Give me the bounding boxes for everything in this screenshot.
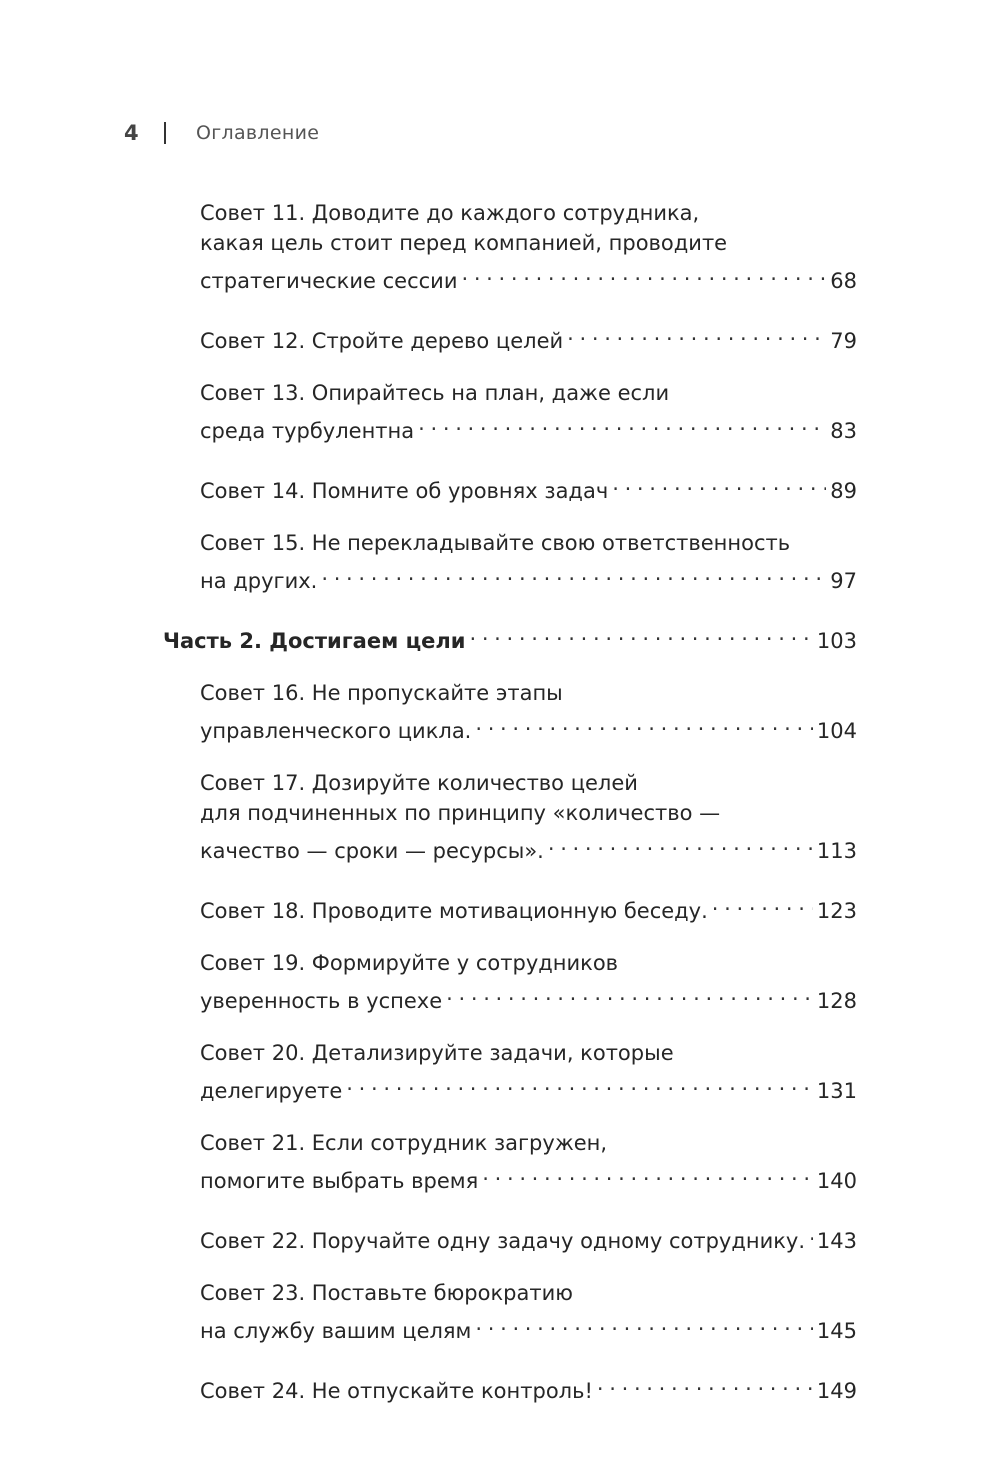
toc-entry[interactable] <box>200 198 857 296</box>
dot-leader <box>321 558 826 588</box>
toc-entry[interactable] <box>200 678 857 746</box>
toc-entry-last-line <box>200 1308 857 1346</box>
dot-leader <box>418 408 826 438</box>
toc-page-number: 140 <box>816 1169 857 1193</box>
toc-page-number: 97 <box>830 569 857 593</box>
toc-entry-title-line: какая цель стоит перед компанией, проводите <box>200 231 728 255</box>
toc-page-number: 104 <box>816 719 857 743</box>
toc-entry[interactable] <box>200 1278 857 1346</box>
toc-entry-last-line <box>200 1218 857 1256</box>
toc-entry-title-line: Совет 23. Поставьте бюрократию <box>200 1281 573 1305</box>
toc-entry-title-line: Совет 20. Детализируйте задачи, которые <box>200 1041 674 1065</box>
toc-part-entry[interactable] <box>163 618 857 656</box>
toc-page-number: 68 <box>830 269 857 293</box>
toc-entry[interactable] <box>200 378 857 446</box>
toc-page-number: 89 <box>830 479 857 503</box>
dot-leader <box>809 1218 813 1248</box>
toc-page-number: 145 <box>816 1319 857 1343</box>
toc-entry[interactable] <box>200 528 857 596</box>
toc-page-number: 128 <box>816 989 857 1013</box>
dot-leader <box>446 978 813 1008</box>
toc-entry-last-line <box>200 408 857 446</box>
toc-entry-title-line: Совет 11. Доводите до каждого сотрудника, <box>200 201 700 225</box>
toc-entry-last-line <box>200 888 857 926</box>
toc-entry-title-line: на других. <box>200 569 318 593</box>
toc-entry-title-line: качество — сроки — ресурсы». <box>200 839 544 863</box>
toc-entry[interactable] <box>200 1218 857 1256</box>
toc-entry-title-line: Совет 16. Не пропускайте этапы <box>200 681 563 705</box>
toc-entry-last-line <box>200 708 857 746</box>
dot-leader <box>612 468 826 498</box>
dot-leader <box>475 1308 813 1338</box>
toc-entry-last-line <box>200 258 857 296</box>
toc-entry-title-line: для подчиненных по принципу «количество — <box>200 801 721 825</box>
toc-entry-title-line: среда турбулентна <box>200 419 415 443</box>
toc-entry-title-line: Совет 13. Опирайтесь на план, даже если <box>200 381 670 405</box>
toc-entry-last-line <box>200 1158 857 1196</box>
toc-page-number: 149 <box>816 1379 857 1403</box>
toc-entry-title-line: Совет 15. Не перекладывайте свою ответственность <box>200 531 791 555</box>
toc-entry-title-line: Совет 24. Не отпускайте контроль! <box>200 1379 593 1403</box>
toc-entry-title-line: Часть 2. Достигаем цели <box>163 629 466 653</box>
dot-leader <box>461 258 826 288</box>
toc-entry[interactable] <box>200 768 857 866</box>
toc-entry[interactable] <box>200 888 857 926</box>
dot-leader <box>475 708 813 738</box>
toc-entry-title-line: на службу вашим целям <box>200 1319 472 1343</box>
dot-leader <box>482 1158 813 1188</box>
toc-entry[interactable] <box>200 1368 857 1406</box>
toc-entry-title-line: Совет 14. Помните об уровнях задач <box>200 479 609 503</box>
toc-entry-title-line: Совет 12. Стройте дерево целей <box>200 329 564 353</box>
toc-page-number: 131 <box>816 1079 857 1103</box>
toc-entry-last-line <box>200 468 857 506</box>
toc-entry-last-line <box>200 1368 857 1406</box>
toc-entry-title-line: Совет 18. Проводите мотивационную беседу. <box>200 899 708 923</box>
toc-entry-title-line: уверенность в успехе <box>200 989 443 1013</box>
toc-page-number: 143 <box>816 1229 857 1253</box>
toc-entry-title-line: Совет 19. Формируйте у сотрудников <box>200 951 619 975</box>
running-header <box>124 116 319 150</box>
toc-entry-title-line: помогите выбрать время <box>200 1169 479 1193</box>
page-number: 4 <box>124 121 139 145</box>
toc-entry-last-line <box>163 618 857 656</box>
dot-leader <box>548 828 813 858</box>
toc-page-number: 79 <box>830 329 857 353</box>
toc-entry-last-line <box>200 828 857 866</box>
toc-page-number: 123 <box>816 899 857 923</box>
toc-page-number: 103 <box>816 629 857 653</box>
toc-page-number: 113 <box>816 839 857 863</box>
toc-entry-last-line <box>200 978 857 1016</box>
toc-entry[interactable] <box>200 1128 857 1196</box>
toc-entry-last-line <box>200 1068 857 1106</box>
toc-entry-last-line <box>200 318 857 356</box>
table-of-contents <box>0 198 1000 1428</box>
toc-entry-title-line: стратегические сессии <box>200 269 458 293</box>
header-divider <box>164 122 166 144</box>
dot-leader <box>712 888 813 918</box>
toc-page-number: 83 <box>830 419 857 443</box>
running-title: Оглавление <box>196 122 320 144</box>
toc-entry-title-line: делегируете <box>200 1079 343 1103</box>
toc-entry[interactable] <box>200 948 857 1016</box>
dot-leader <box>469 618 812 648</box>
toc-entry[interactable] <box>200 1038 857 1106</box>
toc-entry[interactable] <box>200 468 857 506</box>
dot-leader <box>597 1368 813 1398</box>
toc-entry-title-line: Совет 21. Если сотрудник загружен, <box>200 1131 608 1155</box>
toc-entry-title-line: управленческого цикла. <box>200 719 472 743</box>
dot-leader <box>346 1068 813 1098</box>
toc-entry[interactable] <box>200 318 857 356</box>
toc-entry-title-line: Совет 17. Дозируйте количество целей <box>200 771 638 795</box>
toc-entry-title-line: Совет 22. Поручайте одну задачу одному сотруднику. <box>200 1229 806 1253</box>
dot-leader <box>567 318 826 348</box>
toc-entry-last-line <box>200 558 857 596</box>
